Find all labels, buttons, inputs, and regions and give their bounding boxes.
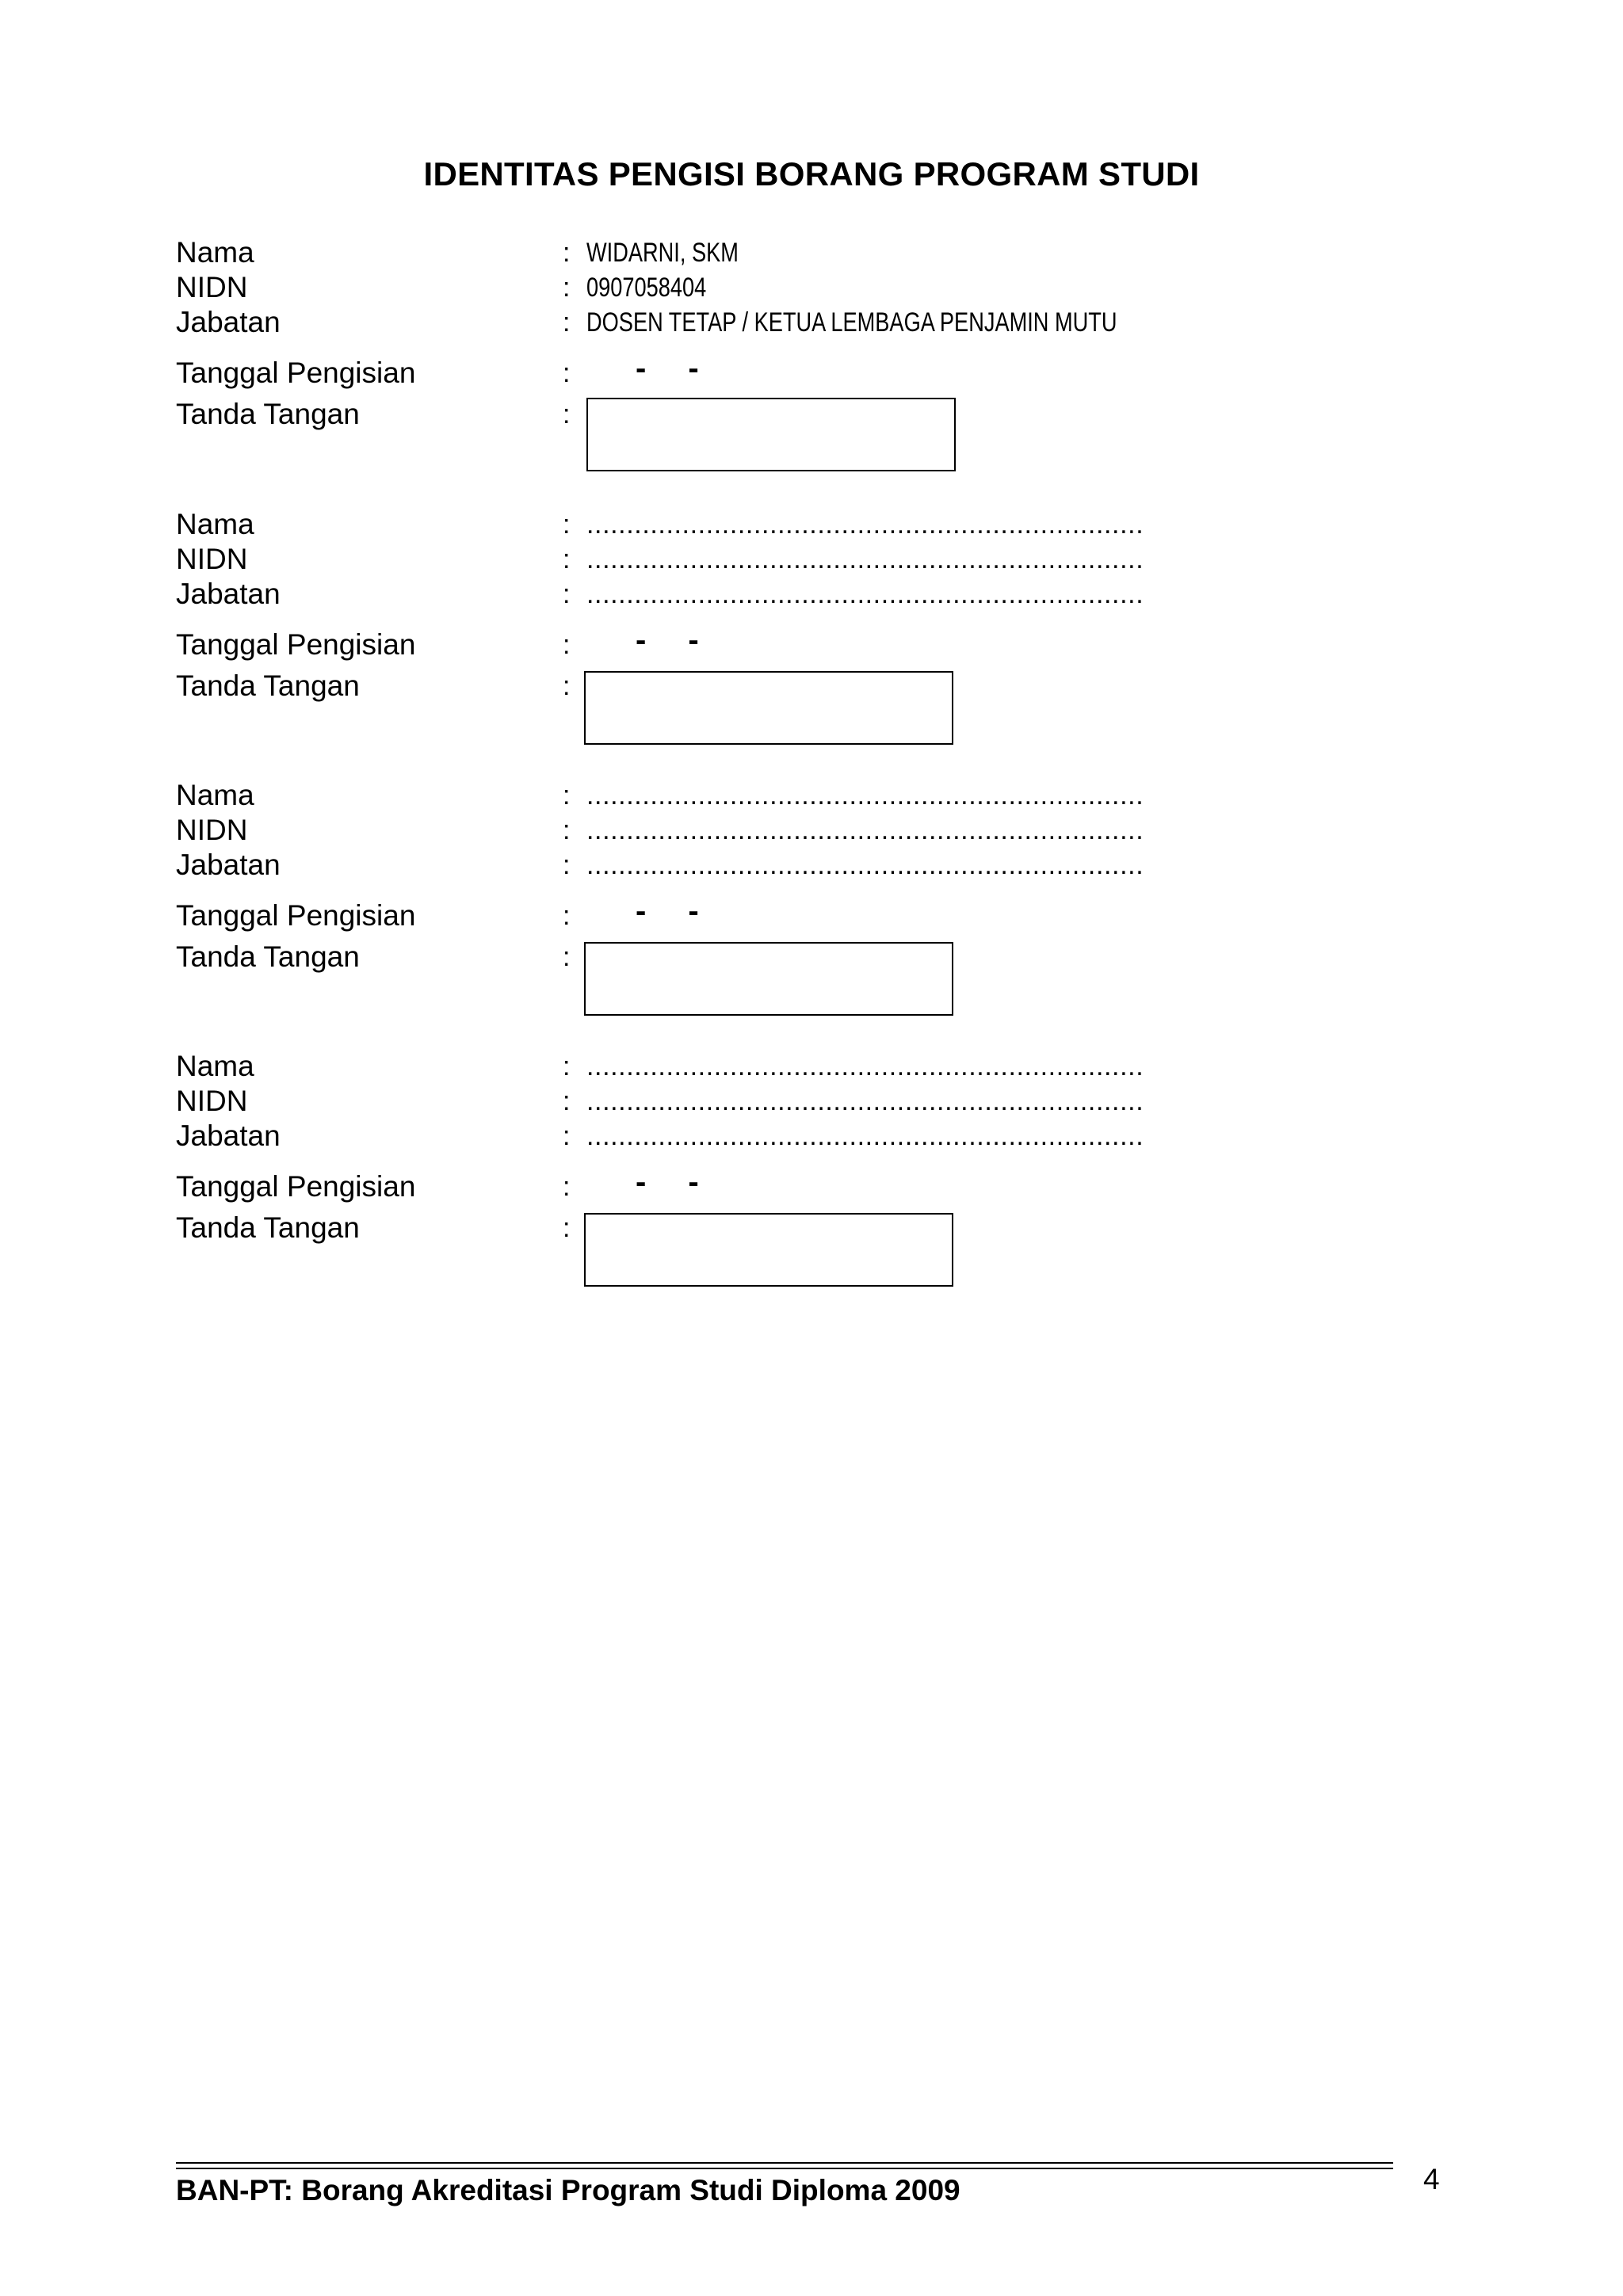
- colon: :: [563, 273, 571, 303]
- footer-text: BAN-PT: Borang Akreditasi Program Studi Diploma 2009: [176, 2174, 960, 2206]
- nama-label: Nama: [176, 236, 254, 269]
- tanggal-label: Tanggal Pengisian: [176, 1170, 416, 1203]
- nidn-label: NIDN: [176, 814, 248, 846]
- nama-blank-line[interactable]: ......................................................................: [586, 780, 1144, 810]
- colon: :: [563, 509, 571, 540]
- date-field[interactable]: - -: [636, 623, 699, 658]
- nidn-label: NIDN: [176, 271, 248, 303]
- colon: :: [563, 358, 571, 388]
- date-field[interactable]: - -: [636, 351, 699, 386]
- jabatan-blank-line[interactable]: ......................................................................: [586, 850, 1144, 880]
- footer-rule: [176, 2168, 1393, 2169]
- colon: :: [563, 942, 571, 972]
- nidn-blank-line[interactable]: ......................................................................: [586, 815, 1144, 845]
- colon: :: [563, 850, 571, 880]
- nidn-label: NIDN: [176, 543, 248, 575]
- nidn-blank-line[interactable]: ......................................................................: [586, 544, 1144, 574]
- colon: :: [563, 399, 571, 429]
- jabatan-label: Jabatan: [176, 849, 281, 881]
- colon: :: [563, 1213, 571, 1243]
- jabatan-label: Jabatan: [176, 1119, 281, 1152]
- colon: :: [563, 544, 571, 574]
- jabatan-label: Jabatan: [176, 306, 281, 338]
- tanda-tangan-label: Tanda Tangan: [176, 669, 360, 702]
- nama-blank-line[interactable]: ......................................................................: [586, 509, 1144, 540]
- nidn-blank-line[interactable]: ......................................................................: [586, 1086, 1144, 1116]
- date-field[interactable]: - -: [636, 894, 699, 929]
- jabatan-value: DOSEN TETAP / KETUA LEMBAGA PENJAMIN MUTU: [586, 307, 1117, 338]
- nama-label: Nama: [176, 779, 254, 811]
- jabatan-blank-line[interactable]: ......................................................................: [586, 1121, 1144, 1151]
- tanggal-label: Tanggal Pengisian: [176, 357, 416, 389]
- jabatan-blank-line[interactable]: ......................................................................: [586, 579, 1144, 609]
- nidn-label: NIDN: [176, 1085, 248, 1117]
- colon: :: [563, 671, 571, 701]
- signature-box[interactable]: [584, 942, 953, 1016]
- colon: :: [563, 307, 571, 338]
- signature-box[interactable]: [584, 1213, 953, 1287]
- jabatan-label: Jabatan: [176, 578, 281, 610]
- colon: :: [563, 630, 571, 660]
- nama-label: Nama: [176, 1050, 254, 1082]
- nama-blank-line[interactable]: ......................................................................: [586, 1051, 1144, 1081]
- colon: :: [563, 1172, 571, 1202]
- colon: :: [563, 1121, 571, 1151]
- nidn-value: 0907058404: [586, 273, 707, 303]
- tanggal-label: Tanggal Pengisian: [176, 899, 416, 932]
- tanggal-label: Tanggal Pengisian: [176, 628, 416, 661]
- page-title: IDENTITAS PENGISI BORANG PROGRAM STUDI: [423, 155, 1200, 193]
- footer-rule: [176, 2162, 1393, 2164]
- colon: :: [563, 1051, 571, 1081]
- colon: :: [563, 780, 571, 810]
- tanda-tangan-label: Tanda Tangan: [176, 940, 360, 973]
- signature-box[interactable]: [586, 398, 956, 471]
- colon: :: [563, 1086, 571, 1116]
- tanda-tangan-label: Tanda Tangan: [176, 398, 360, 430]
- tanda-tangan-label: Tanda Tangan: [176, 1211, 360, 1244]
- colon: :: [563, 238, 571, 268]
- nama-label: Nama: [176, 508, 254, 540]
- colon: :: [563, 579, 571, 609]
- page-number: 4: [1423, 2163, 1440, 2195]
- colon: :: [563, 901, 571, 931]
- colon: :: [563, 815, 571, 845]
- nama-value: WIDARNI, SKM: [586, 238, 739, 268]
- signature-box[interactable]: [584, 671, 953, 745]
- date-field[interactable]: - -: [636, 1165, 699, 1199]
